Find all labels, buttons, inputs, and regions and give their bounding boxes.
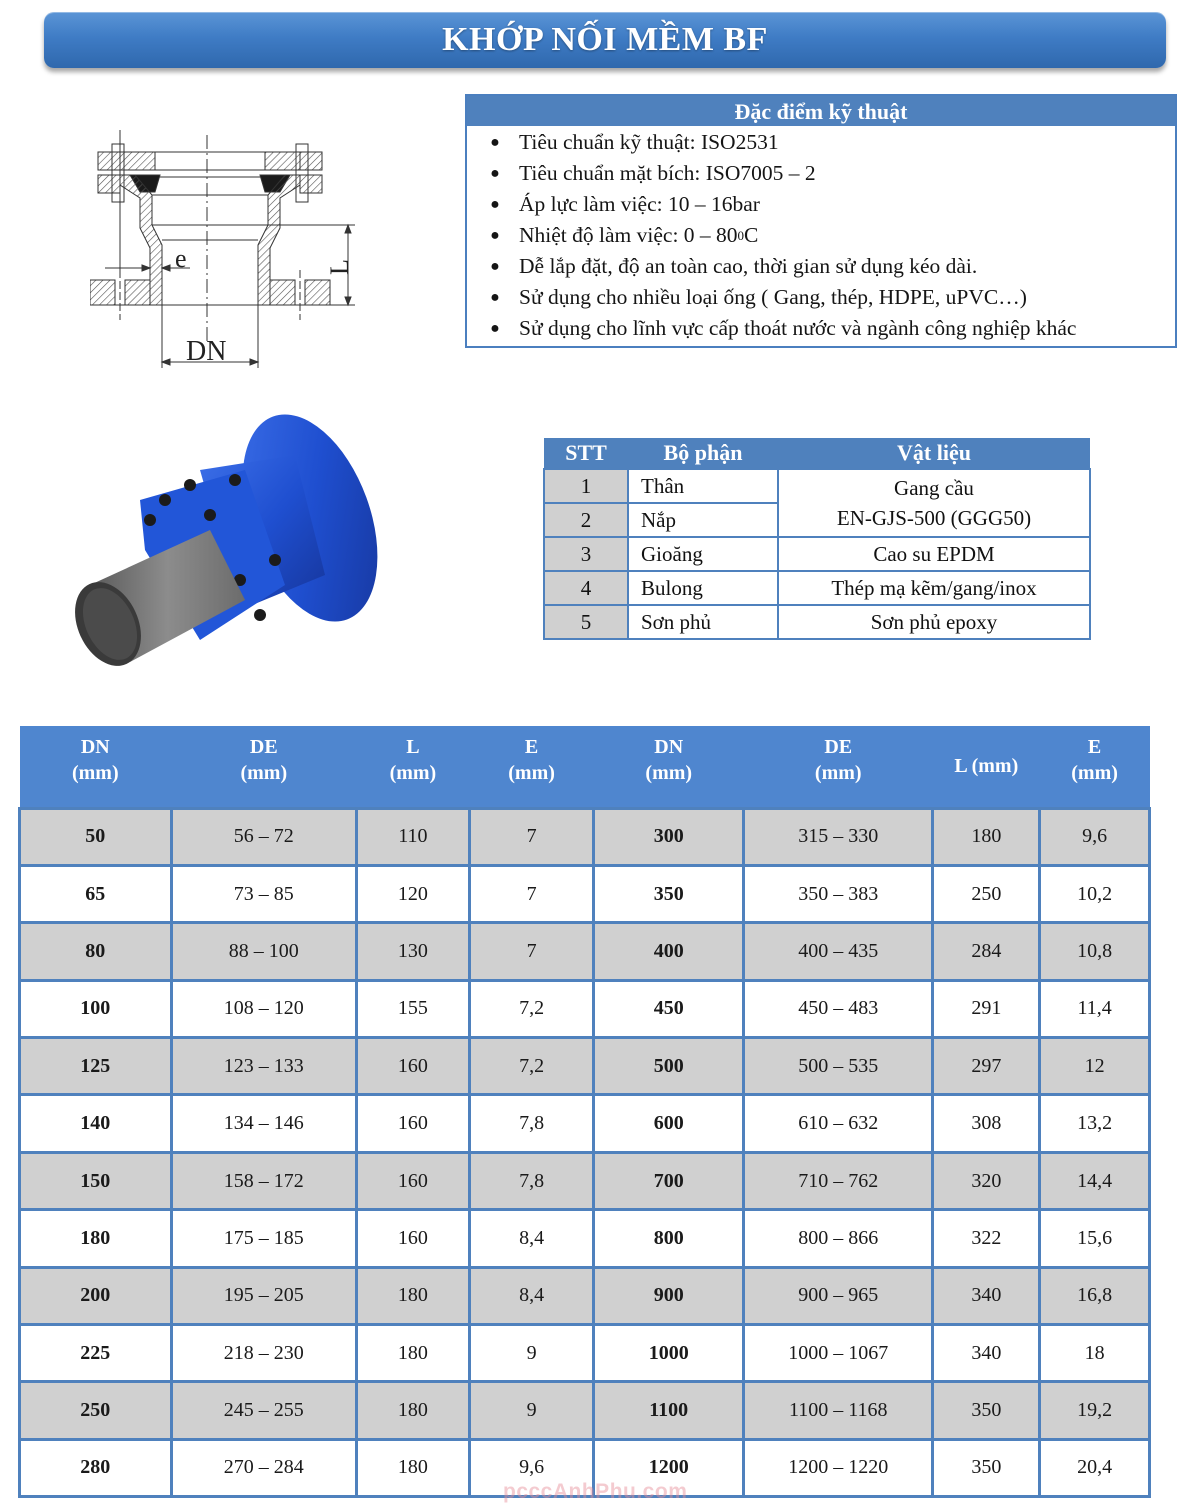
- table-cell: 710 – 762: [744, 1152, 933, 1209]
- table-cell: 160: [357, 1038, 470, 1095]
- table-cell: 350: [594, 865, 744, 922]
- table-row: 5 Sơn phủ Sơn phủ epoxy: [544, 605, 1090, 639]
- table-cell: 9,6: [469, 1439, 594, 1496]
- table-cell: 600: [594, 1095, 744, 1152]
- table-cell: 19,2: [1040, 1382, 1150, 1439]
- table-cell: 160: [357, 1152, 470, 1209]
- table-row: [20, 1267, 1150, 1324]
- table-cell: 291: [933, 980, 1040, 1037]
- table-cell: 308: [933, 1095, 1040, 1152]
- table-cell: 123 – 133: [171, 1038, 356, 1095]
- table-cell: 108 – 120: [171, 980, 356, 1037]
- table-cell: 200: [20, 1267, 172, 1324]
- spec-box: [465, 94, 1177, 348]
- watermark: pcccAnhPhu.com: [503, 1480, 688, 1503]
- table-cell: 500: [594, 1038, 744, 1095]
- table-cell: 180: [933, 808, 1040, 865]
- bullet-icon: ●: [490, 288, 500, 306]
- table-row: [20, 1152, 1150, 1209]
- table-cell: 10,8: [1040, 923, 1150, 980]
- table-cell: 140: [20, 1095, 172, 1152]
- technical-drawing: [90, 130, 380, 375]
- table-cell: 158 – 172: [171, 1152, 356, 1209]
- table-cell: 500 – 535: [744, 1038, 933, 1095]
- table-cell: 7: [469, 923, 594, 980]
- table-cell: 195 – 205: [171, 1267, 356, 1324]
- dimensions-table: [18, 726, 1151, 1498]
- table-row: [20, 980, 1150, 1037]
- spec-item: ● Tiêu chuẩn mặt bích: ISO7005 – 2: [467, 158, 1175, 189]
- table-cell: 450 – 483: [744, 980, 933, 1037]
- table-cell: 350: [933, 1439, 1040, 1496]
- table-cell: 16,8: [1040, 1267, 1150, 1324]
- spec-list: [467, 126, 1175, 344]
- table-cell: 400 – 435: [744, 923, 933, 980]
- table-cell: 10,2: [1040, 865, 1150, 922]
- table-row: [20, 1038, 1150, 1095]
- table-row: [20, 1210, 1150, 1267]
- table-cell: 180: [357, 1325, 470, 1382]
- table-cell: 350: [933, 1382, 1040, 1439]
- table-row: 4 Bulong Thép mạ kẽm/gang/inox: [544, 571, 1090, 605]
- product-image: [70, 400, 400, 680]
- table-cell: 1000: [594, 1325, 744, 1382]
- table-row: 2 Nắp: [544, 503, 1090, 537]
- col-header-e-2: E (mm): [1040, 726, 1150, 808]
- spec-item: ● Nhiệt độ làm việc: 0 – 80 0 C: [467, 220, 1175, 251]
- table-cell: 80: [20, 923, 172, 980]
- table-cell: 225: [20, 1325, 172, 1382]
- col-header-material: Vật liệu: [778, 438, 1090, 469]
- table-row: 3 Gioăng Cao su EPDM: [544, 537, 1090, 571]
- col-header-stt: STT: [544, 438, 628, 469]
- spec-item: ● Áp lực làm việc: 10 – 16bar: [467, 189, 1175, 220]
- table-cell: 160: [357, 1210, 470, 1267]
- table-cell: 800 – 866: [744, 1210, 933, 1267]
- table-cell: 50: [20, 808, 172, 865]
- table-cell: 7,8: [469, 1095, 594, 1152]
- table-cell: 88 – 100: [171, 923, 356, 980]
- col-header-e: E (mm): [469, 726, 594, 808]
- table-cell: 250: [933, 865, 1040, 922]
- table-cell: 9,6: [1040, 808, 1150, 865]
- bullet-icon: ●: [490, 257, 500, 275]
- table-cell: 270 – 284: [171, 1439, 356, 1496]
- table-cell: 7,2: [469, 980, 594, 1037]
- table-cell: 11,4: [1040, 980, 1150, 1037]
- table-cell: 300: [594, 808, 744, 865]
- table-cell: 315 – 330: [744, 808, 933, 865]
- table-cell: 322: [933, 1210, 1040, 1267]
- table-row: [20, 865, 1150, 922]
- table-cell: 155: [357, 980, 470, 1037]
- table-cell: 125: [20, 1038, 172, 1095]
- table-cell: 15,6: [1040, 1210, 1150, 1267]
- bullet-icon: ●: [490, 195, 500, 213]
- table-row: [20, 808, 1150, 865]
- table-row: [20, 923, 1150, 980]
- table-cell: 1100 – 1168: [744, 1382, 933, 1439]
- table-cell: 100: [20, 980, 172, 1037]
- table-cell: 900 – 965: [744, 1267, 933, 1324]
- table-cell: 7: [469, 808, 594, 865]
- bullet-icon: ●: [490, 164, 500, 182]
- table-cell: 134 – 146: [171, 1095, 356, 1152]
- table-cell: 320: [933, 1152, 1040, 1209]
- dim-label-l: L: [325, 259, 354, 275]
- table-cell: 13,2: [1040, 1095, 1150, 1152]
- table-cell: 610 – 632: [744, 1095, 933, 1152]
- spec-item: ● Tiêu chuẩn kỹ thuật: ISO2531: [467, 127, 1175, 158]
- table-cell: 245 – 255: [171, 1382, 356, 1439]
- table-cell: 7,2: [469, 1038, 594, 1095]
- page-title: KHỚP NỐI MỀM BF: [442, 21, 768, 58]
- table-row: [20, 1325, 1150, 1382]
- table-cell: 284: [933, 923, 1040, 980]
- table-cell: 340: [933, 1325, 1040, 1382]
- table-cell: 1200: [594, 1439, 744, 1496]
- table-cell: 8,4: [469, 1210, 594, 1267]
- table-cell: 175 – 185: [171, 1210, 356, 1267]
- col-header-l-2: L (mm): [933, 726, 1040, 808]
- table-cell: 1100: [594, 1382, 744, 1439]
- table-cell: 180: [357, 1267, 470, 1324]
- col-header-dn-2: DN (mm): [594, 726, 744, 808]
- col-header-de: DE (mm): [171, 726, 356, 808]
- table-cell: 110: [357, 808, 470, 865]
- table-cell: 9: [469, 1325, 594, 1382]
- table-cell: 1200 – 1220: [744, 1439, 933, 1496]
- table-cell: 900: [594, 1267, 744, 1324]
- table-cell: 7: [469, 865, 594, 922]
- table-cell: 700: [594, 1152, 744, 1209]
- dim-label-e: e: [175, 244, 187, 273]
- table-cell: 297: [933, 1038, 1040, 1095]
- table-cell: 14,4: [1040, 1152, 1150, 1209]
- spec-header: Đặc điểm kỹ thuật: [467, 96, 1175, 126]
- table-row: [20, 1382, 1150, 1439]
- spec-item: ● Sử dụng cho lĩnh vực cấp thoát nước và ngành công nghiệp khác: [467, 313, 1175, 344]
- table-row: [20, 1095, 1150, 1152]
- table-cell: 73 – 85: [171, 865, 356, 922]
- table-cell: 20,4: [1040, 1439, 1150, 1496]
- table-cell: 8,4: [469, 1267, 594, 1324]
- table-cell: 7,8: [469, 1152, 594, 1209]
- table-cell: 130: [357, 923, 470, 980]
- table-cell: 12: [1040, 1038, 1150, 1095]
- table-cell: 56 – 72: [171, 808, 356, 865]
- bullet-icon: ●: [490, 226, 500, 244]
- col-header-l: L (mm): [357, 726, 470, 808]
- col-header-part: Bộ phận: [628, 438, 778, 469]
- table-cell: 65: [20, 865, 172, 922]
- spec-item: ● Dễ lắp đặt, độ an toàn cao, thời gian sử dụng kéo dài.: [467, 251, 1175, 282]
- table-cell: 150: [20, 1152, 172, 1209]
- table-cell: 160: [357, 1095, 470, 1152]
- col-header-dn: DN (mm): [20, 726, 172, 808]
- table-cell: 18: [1040, 1325, 1150, 1382]
- table-cell: 450: [594, 980, 744, 1037]
- table-cell: 350 – 383: [744, 865, 933, 922]
- spec-item: ● Sử dụng cho nhiều loại ống ( Gang, thép, HDPE, uPVC…): [467, 282, 1175, 313]
- table-cell: 280: [20, 1439, 172, 1496]
- header-row: [20, 726, 1150, 808]
- table-cell: 800: [594, 1210, 744, 1267]
- table-cell: 218 – 230: [171, 1325, 356, 1382]
- dim-label-dn: DN: [186, 336, 227, 367]
- table-row: 1 Thân Gang cầu EN-GJS-500 (GGG50): [544, 469, 1090, 503]
- table-cell: 400: [594, 923, 744, 980]
- title-banner: [44, 12, 1166, 68]
- table-cell: 9: [469, 1382, 594, 1439]
- table-cell: 180: [357, 1382, 470, 1439]
- table-cell: 120: [357, 865, 470, 922]
- bullet-icon: ●: [490, 133, 500, 151]
- merged-material-cell: Gang cầu EN-GJS-500 (GGG50): [778, 469, 1090, 537]
- table-cell: 340: [933, 1267, 1040, 1324]
- table-cell: 180: [357, 1439, 470, 1496]
- bullet-icon: ●: [490, 319, 500, 337]
- parts-table: [543, 438, 1091, 640]
- table-cell: 180: [20, 1210, 172, 1267]
- col-header-de-2: DE (mm): [744, 726, 933, 808]
- table-cell: 1000 – 1067: [744, 1325, 933, 1382]
- table-cell: 250: [20, 1382, 172, 1439]
